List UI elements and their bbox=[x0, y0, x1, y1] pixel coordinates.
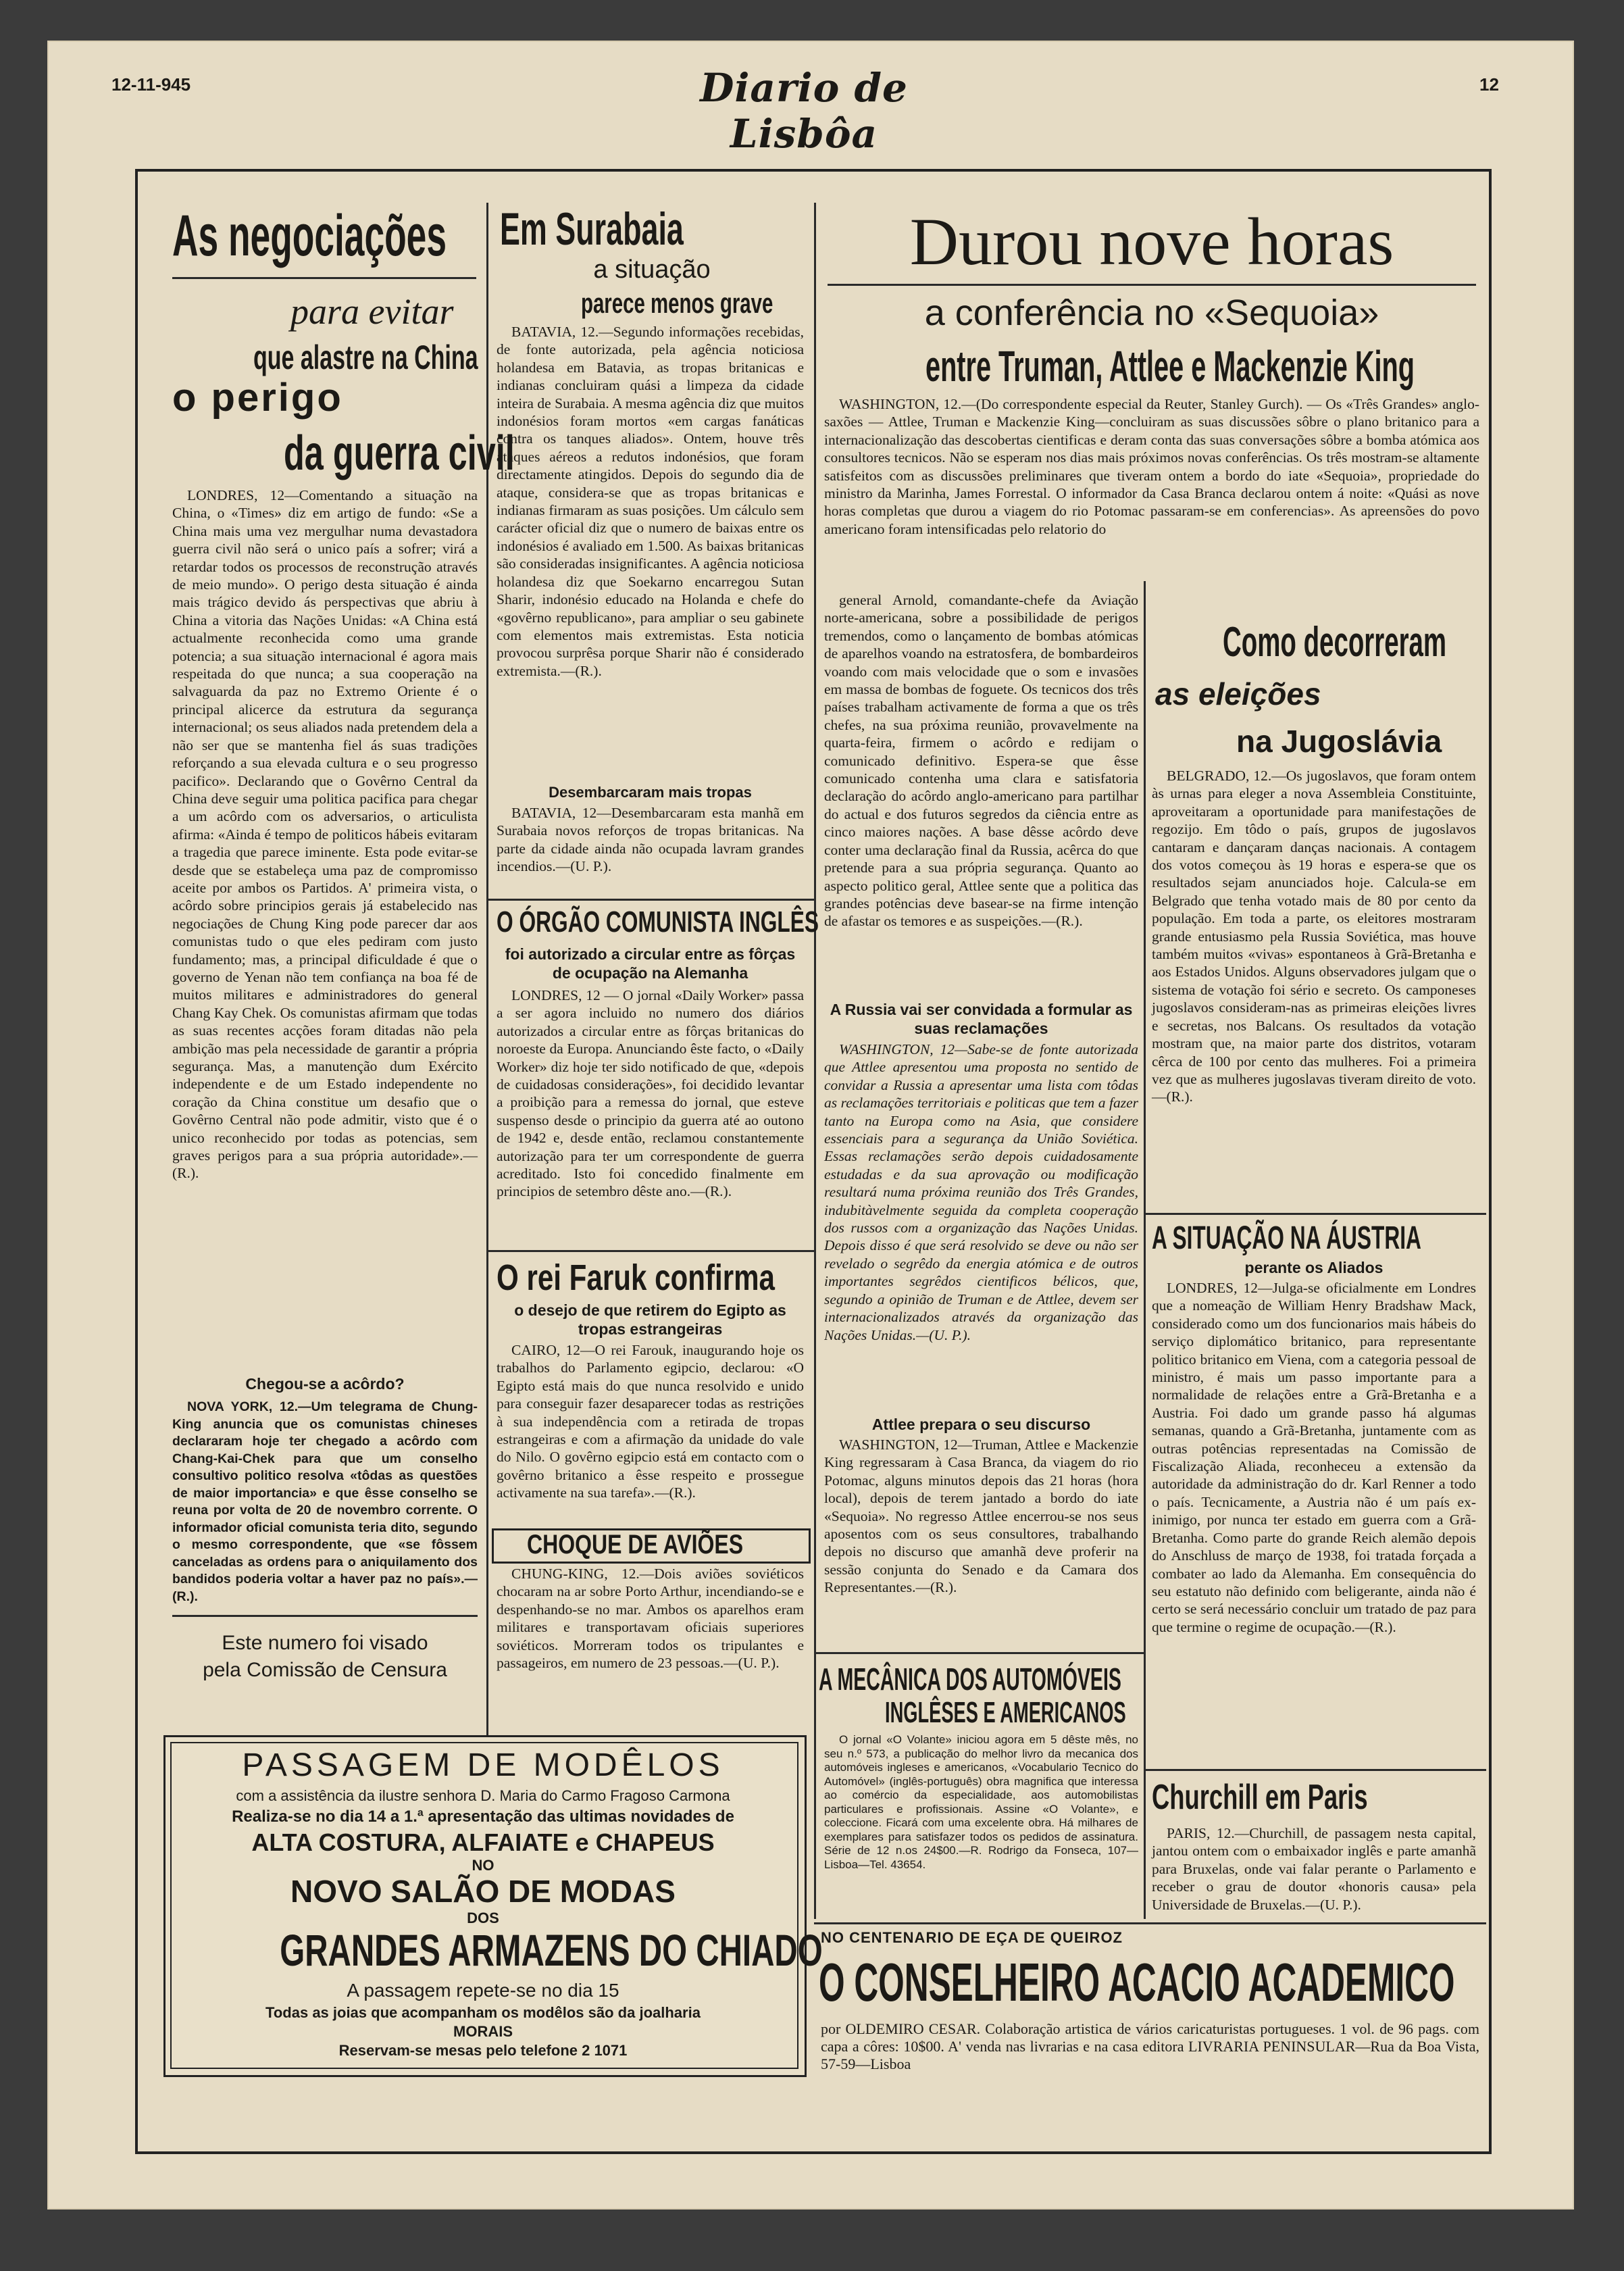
headline-negociacoes: As negociações bbox=[172, 203, 447, 268]
headline-eleicoes: as eleições bbox=[1155, 676, 1321, 712]
headline-guerra-civil: da guerra civil bbox=[284, 426, 515, 480]
headline-churchill: Churchill em Paris bbox=[1152, 1778, 1368, 1817]
headline-alastre: que alastre na China bbox=[253, 339, 478, 376]
headline-situacao: a situação bbox=[593, 255, 711, 284]
headline-decorreram: Como decorreram bbox=[1223, 619, 1447, 666]
ad-no: NO bbox=[472, 1857, 494, 1874]
divider bbox=[172, 1615, 478, 1617]
divider bbox=[486, 899, 815, 901]
ad-categories: ALTA COSTURA, ALFAIATE e CHAPEUS bbox=[251, 1828, 715, 1856]
newspaper-title: Diario de Lisbôa bbox=[700, 65, 908, 157]
headline-surabaia: Em Surabaia bbox=[500, 203, 684, 255]
ad-phone: Reservam-se mesas pelo telefone 2 1071 bbox=[338, 2042, 628, 2059]
book-description: por OLDEMIRO CESAR. Colaboração artistica de vários caricaturistas portugueses. 1 vol. de 96 pags. com capa a côres: 10$00. A' venda nas livrarias e na casa editora LIVRARIA PENINSULAR—Rua da Boa Vista, 57-59—Lisboa bbox=[821, 2020, 1479, 2072]
article-jugoslavia: BELGRADO, 12.—Os jugoslavos, que foram ontem às urnas para eleger a nova Assembleia Constituinte, aproveitaram a oportunidade para manifestações de regozijo. Em tôdo o país, grupos de jugoslavos cantaram e dançaram danças nacionais. A contagem dos votos começou às 19 horas e espera-se que os resultados sejam anunciados hoje. Calcula-se em Belgrado que tenha votado mais de 80 por cento da população. Em toda a parte, os eleitores mostraram grande entusiasmo pela Russia Soviética, mas houve também muitos «vivas» espontaneos à Grã-Bretanha e aos Estados Unidos. Alguns observadores julgam que o sistema de votação foi sério e secreto. Os camponeses jugoslavos consideram-nas as primeiras eleições livres e secretas, nos Balcans. Os resultados da votação mostram que, na maior parte dos distritos, votaram cêrca de 100 por cento das mulheres. Foi a primeira vez que as mulheres jugoslavas tiveram direito de voto.—(R.). bbox=[1152, 768, 1476, 1105]
article-sequoia: general Arnold, comandante-chefe da Aviação norte-americana, sobre a possibilidade de perigos tremendos, como o lançamento de bombas atómicas de aparelhos voando na estratosfera, de bombardeiros voando com mais velocidade que o som e invasões em massa de bombas de foguete. Os tecnicos dos três países trabalham activamente de forma a que os três chefes, na sua próxima reunião, provavelmente na quarta-feira, firmem o acôrdo e redijam o comunicado definitivo. Espera-se que êsse comunicado contenha uma clara e satisfatoria declaração do acôrdo anglo-americano para partilhar do actual e dos futuros segredos da ciência entre as cinco maiores nações. A base dêsse acôrdo deve conter uma declaração final da Russia, acêrca do que pretende para a sua própria segurança. Quanto ao aspecto politico geral, Attlee sente que a politica das grandes potências deve basear-se na firme intenção de afastar os temores e as suspeições.—(R.). bbox=[824, 592, 1138, 930]
article-sequoia-lead: WASHINGTON, 12.—(Do correspondente especial da Reuter, Stanley Gurch). — Os «Três Grandes» anglo-saxões — Attlee, Truman e Mackenzie King—concluiram as suas discussões sôbre o plano britanico para a internacionalização das descobertas cientificas e deram conta das suas conversações sôbre a bomba atómica aos consultores tecnicos. Não se esperam nos dias mais próximos novas conferências. Os três mostram-se altamente satisfeitos com as discussões preliminares que tiveram ontem a bordo do iate «Sequoia», propriedade do ministro da Marinha, James Forrestal. O informador da Casa Branca declarou ontem á noite: «Quási as nove horas completas que durou a viagem do rio Potomac passaram-se em conferencias». As apreensões do povo americano foram intensificadas pelo relatorio do bbox=[824, 396, 1479, 537]
headline-nove-horas: Durou nove horas bbox=[909, 204, 1394, 279]
censor-line-2: pela Comissão de Censura bbox=[203, 1659, 447, 1681]
article-acordo: NOVA YORK, 12.—Um telegrama de Chung-King anuncia que os comunistas chineses declararam hoje ter chegado a acôrdo com Chang-Kai-Chek para que um conselho consultivo politico resolva «tôdas as questões de maior importancia» e que êsse conselho se reuna por volta de 20 de novembro corrente. O informador oficial comunista teria dito, segundo o mesmo correspondente, que «se fôssem canceladas as ordens para o aniquilamento dos bandidos poderia voltar a haver paz no país».—(R.). bbox=[172, 1399, 478, 1604]
headline-para-evitar: para evitar bbox=[290, 291, 454, 332]
book-headline: O CONSELHEIRO ACACIO ACADEMICO bbox=[819, 1952, 1455, 2012]
column-rule bbox=[1144, 581, 1146, 1919]
headline-choque: CHOQUE DE AVIÕES bbox=[527, 1530, 744, 1559]
subhead-attlee: Attlee prepara o seu discurso bbox=[871, 1416, 1091, 1433]
headline-orgao-comunista: O ÓRGÃO COMUNISTA INGLÊS bbox=[497, 905, 819, 939]
article-choque: CHUNG-KING, 12.—Dois aviões soviéticos chocaram na ar sobre Porto Arthur, incendiando-se e despenhando-se no mar. Ambos os aparelhos eram militares e transportavam oficiais superiores soviéticos. Morreram todos os tripulantes e passageiros, em numero de 23 pessoas.—(U. P.). bbox=[497, 1566, 804, 1672]
headline-austria: A SITUAÇÃO NA ÁUSTRIA bbox=[1152, 1220, 1421, 1256]
divider bbox=[1144, 1769, 1486, 1771]
ad-store-wrap bbox=[174, 1924, 823, 1976]
headline-truman-attlee: entre Truman, Attlee e Mackenzie King bbox=[925, 342, 1415, 391]
article-churchill: PARIS, 12.—Churchill, de passagem nesta capital, jantou ontem com o embaixador inglês e parte amanhã para Bruxelas, onde vai falar perante o Parlamento e receber o grau de doutor «honoris causa» pela Universidade de Bruxelas.—(U. P.). bbox=[1152, 1825, 1476, 1913]
ad-salon: NOVO SALÃO DE MODAS bbox=[290, 1874, 676, 1909]
article-surabaia: BATAVIA, 12.—Segundo informações recebidas, de fonte autorizada, pela agência noticiosa holandesa em Batavia, as tropas britanicas e indianas concluiram quási a limpeza da cidade inteira de Surabaia. A mesma agência diz que muitos indonésios foram mortos «em cargas fanáticas contra os tanques aliados». Ontem, houve três ataques aéreos a redutos indonésios, que foram directamente atingidos. Depois do segundo dia de ataque, considera-se que as tropas britanicas e indianas firmaram as suas posições. Um cálculo sem carácter oficial diz que o numero de baixas entre os indonésios é avaliado em 1.500. As baixas britanicas são consideradas insignificantes. A agência noticiosa holandesa diz que Soekarno encarregou Sutan Sharir, indonésio educado na Holanda e chefe do «govêrno republicano», para ampliar o seu gabinete com elementos mais extremistas. Esta noticia provocou surprêsa porque Sharir não é considerado extremista.—(R.). bbox=[497, 324, 804, 679]
ad-jewels: Todas as joias que acompanham os modêlos são da joalharia bbox=[265, 2004, 701, 2021]
article-tropas: BATAVIA, 12—Desembarcaram esta manhã em Surabaia novos reforços de tropas britanicas. Na parte da cidade ainda não ocupada lavram grandes incendios.—(U. P.). bbox=[497, 805, 804, 875]
censor-line-1: Este numero foi visado bbox=[222, 1632, 428, 1654]
page-number: 12 bbox=[1479, 74, 1499, 95]
ad-title: PASSAGEM DE MODÊLOS bbox=[242, 1747, 724, 1783]
article-russia: WASHINGTON, 12—Sabe-se de fonte autorizada que Attlee apresentou uma proposta no sentido de convidar a Russia a apresentar uma lista com tôdas as reclamações territoriais e politicas que tem a fazer tanto na Europa como na Asia, que considere essenciais para a segurança da União Soviética. Essas reclamações serão depois cuidadosamente estudadas e da sua aprovação ou modificação resultará numa próxima reunião dos Três Grandes, indubitàvelmente seguida da completa cooperação dos russos com a organização das Nações Unidas. Depois disso é que será resolvido se deve ou não ser revelado o segrêdo da energia atómica e de outros importantes segrêdos cientificos bélicos, que, segundo a opinião de Truman e de Attlee, devem ser internacionalizados através da organização das Nações Unidas.—(U. P.). bbox=[824, 1041, 1138, 1343]
divider bbox=[814, 1652, 1144, 1654]
book-kicker: NO CENTENARIO DE EÇA DE QUEIROZ bbox=[821, 1929, 1123, 1946]
headline-ingleses: INGLÊSES E AMERICANOS bbox=[885, 1696, 1126, 1729]
subhead-austria: perante os Aliados bbox=[1244, 1259, 1384, 1276]
article-attlee: WASHINGTON, 12—Truman, Attlee e Mackenzie King regressaram à Casa Branca, da viagem do rio Potomac, alguns minutos depois das 21 horas (hora local), depois de terem jantado a bordo do iate «Sequoia». No regresso Attlee encerrou-se nos seus aposentos com os seus consultores, trabalhando depois no discurso que amanhã deve proferir na sessão conjunta do Senado e da Camara dos Representantes.—(R.). bbox=[824, 1437, 1138, 1596]
article-orgao: LONDRES, 12 — O jornal «Daily Worker» passa a ser agora incluido no numero dos diários autorizados a circular entre as fôrças britanicas do noroeste da Europa. Anunciando êste facto, o «Daily Worker» diz hoje ter sido notificado de que, «depois de cuidadosas considerações», foi decidido levantar a proibição para a remessa do jornal, que esteve suspenso desde o principio da guerra até ao outono de 1942 e, desde então, reclamou constantemente autorização para ter um correspondente de guerra acreditado. Isto foi concedido finalmente em principios de setembro dêste ano.—(R.). bbox=[497, 987, 804, 1200]
ad-dos: DOS bbox=[467, 1910, 499, 1926]
column-rule bbox=[814, 203, 816, 1919]
ad-assistance: com a assistência da ilustre senhora D. Maria do Carmo Fragoso Carmona bbox=[236, 1787, 730, 1804]
ad-store: GRANDES ARMAZENS DO CHIADO bbox=[280, 1925, 823, 1975]
headline-mecanica: A MECÂNICA DOS AUTOMÓVEIS bbox=[819, 1662, 1121, 1697]
subhead-russia: A Russia vai ser convidada a formular as suas reclamações bbox=[830, 1001, 1133, 1037]
headline-faruk: O rei Faruk confirma bbox=[497, 1257, 775, 1298]
article-negociacoes: LONDRES, 12—Comentando a situação na China, o «Times» diz em artigo de fundo: «Se a China mais uma vez mergulhar numa devastadora guerra civil não será o unico país a sofrer; virá a retardar todos os processos de reconstrução através de meio mundo». O perigo desta situação é ainda mais trágico devido ás perspectivas que abriu à China a vitoria das Nações Unidas: «A China está actualmente reconhecida como uma grande potencia; a sua situação internacional é agora mais respeitada do que nunca; a sua cooperação na salvaguarda da paz no Extremo Oriente é o principal alicerce da estrutura da segurança internacional; os seus aliados nada pretendem dela a não ser que se mantenha fiel ás suas tradições reforçando a sua elevada cultura e o seu progresso pacifico». Declarando que o Govêrno Central da China deve seguir uma politica pacifica para chegar a um acôrdo com os adversarios, o articulista afirma: «Ainda é tempo de politicos hábeis evitaram a tragedia que parece iminente. Esta pode evitar-se desde que se estabeleça uma paz de compromisso aceite por ambos os Partidos. A' primeira vista, o acôrdo sobre principios gerais já estabelecido nas negociações de Chung King pode parecer dar aos comunistas tudo o que eles pediram com justo fundamento; mas, a principal dificuldade é que o governo de Yenan não tem confiança na boa fé de muitos militares e administradores do general Chang Kay Chek. Os comunistas afirmam que todas as suas recentes acções foram ditadas não pela ambição mas pela necessidade de garantir a própria segurança. Mas, a manutenção dum Exército independente e de um Estado independente no coração da China constitue um desafio que o Govêrno Central não pode admitir, visto que é o unico reconhecido por todas as potencias, sem graves perigos para a sua própria autoridade».—(R.). bbox=[172, 487, 478, 1182]
divider bbox=[486, 1250, 815, 1252]
article-faruk: CAIRO, 12—O rei Farouk, inaugurando hoje os trabalhos do Parlamento egipcio, declarou: «O Egipto está mais do que nunca resolvido e unido para conseguir fazer desaparecer todas as restrições à sua independência com a retirada de tropas estrangeiras e com a afirmação da unidade do vale do Nilo. O govêrno egipcio está em contacto com o govêrno britanico a êsse respeito e prossegue activamente na sua tarefa».—(R.). bbox=[497, 1342, 804, 1501]
headline-underline bbox=[172, 277, 476, 279]
headline-menos-grave: parece menos grave bbox=[581, 287, 773, 319]
ad-morais: MORAIS bbox=[453, 2023, 513, 2040]
headline-underline bbox=[828, 284, 1476, 286]
headline-jugoslavia: na Jugoslávia bbox=[1236, 724, 1442, 759]
ad-date-line: Realiza-se no dia 14 a 1.ª apresentação das ultimas novidades de bbox=[232, 1807, 734, 1826]
headline-sequoia: a conferência no «Sequoia» bbox=[924, 293, 1379, 333]
issue-date: 12-11-945 bbox=[111, 74, 191, 95]
article-austria: LONDRES, 12—Julga-se oficialmente em Londres que a nomeação de William Henry Bradshaw Mack, considerado como um dos funcionarios mais hábeis do serviço diplomático britanico, para representante politico britanico em Viena, com a categoria pessoal de ministro, é mais um passo importante para a normalidade de relações entre a Grã-Bretanha e a Austria. Foi dado um grande passo há algumas semanas, quando a Grã-Bretanha, juntamente com as outras potências representadas na Comissão de Fiscalização Aliada, reconheceu a extensão da autoridade da administração do dr. Karl Renner a todo o país. Tecnicamente, a Austria não é um país ex-inimigo, por nunca ter estado em guerra com a Grã-Bretanha. Como parte do grande Reich alemão depois do Anschluss de março de 1938, foi tratada forçada a combater ao lado da Alemanha. Em consequência do seu estatuto não definido com beligerante, ainda não é certo se será necessário concluir um tratado de paz para que termine o regime de ocupação.—(R.). bbox=[1152, 1280, 1476, 1635]
divider bbox=[814, 1922, 1486, 1924]
divider bbox=[1144, 1213, 1486, 1215]
subhead-orgao: foi autorizado a circular entre as fôrças de ocupação na Alemanha bbox=[505, 945, 796, 982]
subhead-acordo: Chegou-se a acôrdo? bbox=[245, 1375, 405, 1393]
article-mecanica: O jornal «O Volante» iniciou agora em 5 dêste mês, no seu n.º 573, a publicação do melhor livro da mecanica dos automóveis ingleses e americanos, «Vocabulario Tecnico do Automóvel» (inglês-português) obra magnifica que interessa ao comércio da especialidade, aos automobilistas particulares e profissionais. Assine «O Volante», e coleccione. Ficará com uma excelente obra. Há milhares de exemplares para satisfazer todos os pedidos de assinatura. Série de 12 n.os 24$00.—R. Rodrigo da Fonseca, 107—Lisboa—Tel. 43654. bbox=[824, 1733, 1138, 1871]
subhead-faruk: o desejo de que retirem do Egipto as tropas estrangeiras bbox=[514, 1301, 786, 1338]
headline-perigo: o perigo bbox=[172, 376, 343, 420]
ad-repeat: A passagem repete-se no dia 15 bbox=[347, 1980, 619, 2001]
subhead-tropas: Desembarcaram mais tropas bbox=[549, 784, 752, 801]
